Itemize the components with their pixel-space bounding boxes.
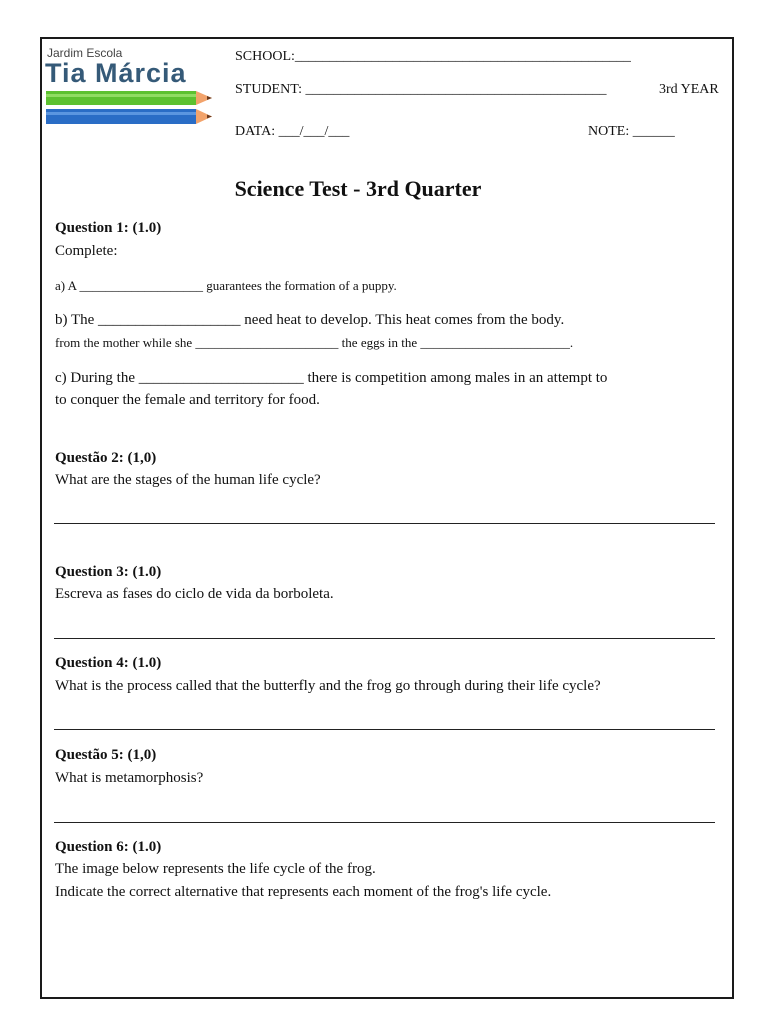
answer-line xyxy=(54,523,715,524)
question-4-prompt: What is the process called that the butterfly and the frog go through during their life cycle? xyxy=(55,678,601,694)
school-field: SCHOOL:________________________________________________ xyxy=(235,49,631,64)
question-4-heading: Question 4: (1.0) xyxy=(55,655,162,671)
answer-line xyxy=(54,638,715,639)
date-field: DATA: ___/___/___ xyxy=(235,124,350,139)
answer-line xyxy=(54,822,715,823)
logo-subtitle: Jardim Escola xyxy=(47,46,123,60)
logo-title: Tia Márcia xyxy=(45,58,187,88)
question-3-heading: Question 3: (1.0) xyxy=(55,564,162,580)
answer-line xyxy=(54,729,715,730)
question-1b-line2: from the mother while she ______________________ the eggs in the _______________________. xyxy=(55,335,574,350)
question-3-prompt: Escreva as fases do ciclo de vida da borboleta. xyxy=(55,586,334,602)
question-2-prompt: What are the stages of the human life cycle? xyxy=(55,472,321,488)
year-label: 3rd YEAR xyxy=(659,82,719,97)
question-5-heading: Questão 5: (1,0) xyxy=(55,747,157,763)
note-field: NOTE: ______ xyxy=(588,124,675,139)
question-1c-line2: to conquer the female and territory for food. xyxy=(55,392,320,408)
question-1a: a) A ___________________ guarantees the formation of a puppy. xyxy=(55,278,397,293)
page-title: Science Test - 3rd Quarter xyxy=(234,176,482,201)
question-6-heading: Question 6: (1.0) xyxy=(55,839,162,855)
pencils-logo-icon xyxy=(44,88,214,130)
question-5-prompt: What is metamorphosis? xyxy=(55,770,204,786)
question-1-heading: Question 1: (1.0) xyxy=(55,220,162,236)
question-1c-line1: c) During the ______________________ there is competition among males in an attempt to xyxy=(55,370,608,386)
question-1-prompt: Complete: xyxy=(55,243,118,259)
student-field: STUDENT: ___________________________________________ xyxy=(235,82,607,97)
question-6-line2: Indicate the correct alternative that represents each moment of the frog's life cycle. xyxy=(55,884,552,900)
question-1b-line1: b) The ___________________ need heat to develop. This heat comes from the body. xyxy=(55,312,565,328)
question-2-heading: Questão 2: (1,0) xyxy=(55,450,157,466)
question-6-line1: The image below represents the life cycle of the frog. xyxy=(55,861,376,877)
